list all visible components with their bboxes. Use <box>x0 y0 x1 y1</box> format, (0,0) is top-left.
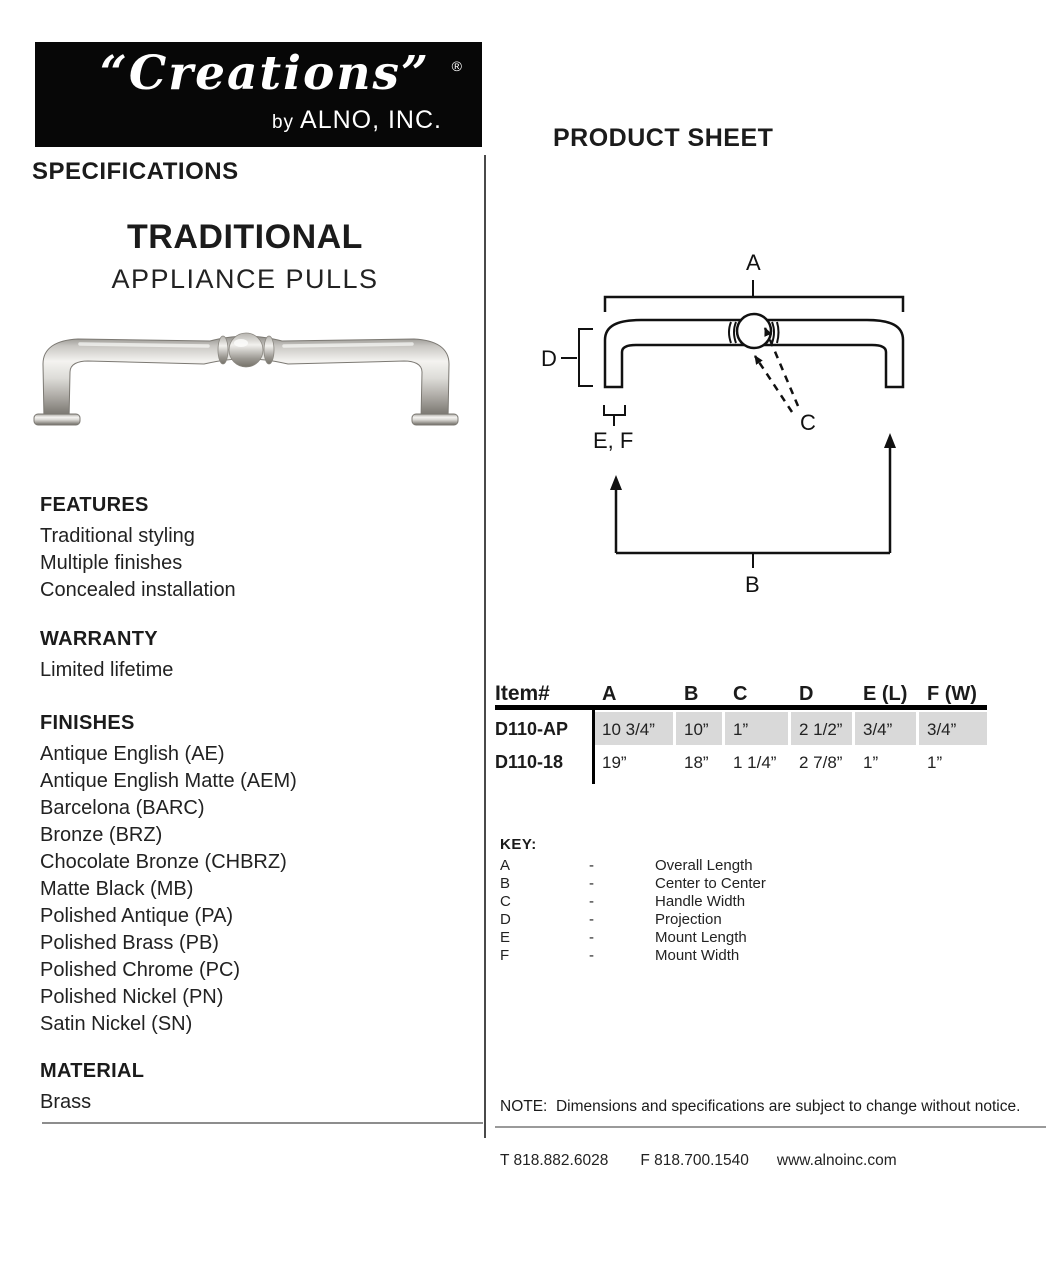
dimension-label-a: A <box>746 250 761 275</box>
footer-website: www.alnoinc.com <box>776 1152 897 1169</box>
value-cell: 1 1/4” <box>733 753 777 772</box>
table-header-b: B <box>684 683 699 705</box>
table-row <box>495 745 987 779</box>
key-row <box>500 929 830 947</box>
logo-byline <box>272 106 442 135</box>
brand-logo <box>35 42 482 147</box>
left-foot-shape <box>34 414 80 425</box>
finish-item: Polished Antique (PA) <box>40 905 234 927</box>
left-bottom-divider <box>42 1122 483 1124</box>
table-row <box>495 712 987 745</box>
key-row <box>500 947 830 965</box>
logo-script-word: “Creations” <box>99 46 430 101</box>
registered-trademark-symbol: ® <box>451 58 462 74</box>
product-title: TRADITIONAL <box>127 218 363 256</box>
logo-byline-by: by <box>271 112 295 133</box>
finish-item: Antique English (AE) <box>40 743 225 765</box>
key-row <box>500 857 830 875</box>
product-photo-image <box>30 328 462 436</box>
value-cell: 2 7/8” <box>799 753 843 772</box>
center-ball-shape <box>229 333 263 367</box>
left-ring-shape <box>218 336 228 364</box>
key-row <box>500 911 830 929</box>
right-foot-shape <box>412 414 458 425</box>
key-row <box>500 893 830 911</box>
key-letter: B <box>500 875 511 892</box>
column-divider <box>484 155 486 1138</box>
key-section <box>500 836 830 965</box>
footer-fax: F 818.700.1540 <box>640 1152 749 1169</box>
key-dash: - <box>589 857 594 874</box>
key-dash: - <box>589 929 594 946</box>
key-dash: - <box>589 947 594 964</box>
finish-item: Barcelona (BARC) <box>40 797 205 819</box>
finish-item: Bronze (BRZ) <box>40 824 163 846</box>
table-header-a: A <box>602 683 617 705</box>
finish-item: Matte Black (MB) <box>40 878 194 900</box>
feature-item: Concealed installation <box>40 579 236 601</box>
key-letter: A <box>500 857 511 874</box>
key-dash: - <box>589 893 594 910</box>
key-description: Projection <box>655 911 722 928</box>
value-cell: 2 1/2” <box>791 712 855 745</box>
value-cell: 1” <box>725 712 791 745</box>
key-letter: E <box>500 929 511 946</box>
key-row <box>500 875 830 893</box>
key-description: Mount Width <box>655 947 740 964</box>
finishes-heading: FINISHES <box>40 712 135 734</box>
dimension-label-ef: E, F <box>593 428 634 453</box>
table-header-d: D <box>799 683 814 705</box>
value-cell: 18” <box>684 753 709 772</box>
value-cell: 10” <box>676 712 725 745</box>
table-header-item: Item# <box>495 682 550 705</box>
dimension-label-b: B <box>745 572 760 597</box>
finish-item: Polished Nickel (PN) <box>40 986 224 1008</box>
specifications-heading: SPECIFICATIONS <box>32 158 239 185</box>
dimensions-table <box>495 680 987 779</box>
product-title-block <box>28 218 462 295</box>
key-description: Handle Width <box>655 893 746 910</box>
finish-item: Polished Brass (PB) <box>40 932 219 954</box>
logo-script-text <box>100 46 430 101</box>
table-header-c: C <box>733 683 748 705</box>
footer-contact <box>500 1152 897 1170</box>
key-description: Mount Length <box>655 929 747 946</box>
product-subtitle: APPLIANCE PULLS <box>111 264 379 294</box>
item-number-cell: D110-18 <box>495 752 564 772</box>
value-cell: 10 3/4” <box>594 712 676 745</box>
warranty-item: Limited lifetime <box>40 659 174 681</box>
pull-body-shape <box>34 333 458 425</box>
product-sheet-heading: PRODUCT SHEET <box>553 124 774 152</box>
right-ring-shape <box>264 336 274 364</box>
table-header-f: F (W) <box>927 683 977 705</box>
key-description: Overall Length <box>655 857 753 874</box>
finish-item: Polished Chrome (PC) <box>40 959 241 981</box>
value-cell: 19” <box>602 753 627 772</box>
finish-item: Antique English Matte (AEM) <box>40 770 297 792</box>
finish-item: Chocolate Bronze (CHBRZ) <box>40 851 287 873</box>
logo-byline-company: ALNO, INC. <box>300 106 442 134</box>
value-cell: 1” <box>927 753 943 772</box>
key-dash: - <box>589 875 594 892</box>
key-description: Center to Center <box>655 875 766 892</box>
dimension-label-d: D <box>541 346 557 371</box>
key-heading: KEY: <box>500 836 537 853</box>
finish-item: Satin Nickel (SN) <box>40 1013 193 1035</box>
features-heading: FEATURES <box>40 494 149 516</box>
key-dash: - <box>589 911 594 928</box>
material-heading: MATERIAL <box>40 1060 145 1082</box>
table-header-e: E (L) <box>863 683 908 705</box>
value-cell: 3/4” <box>919 712 987 745</box>
warranty-heading: WARRANTY <box>40 628 158 650</box>
key-letter: F <box>500 947 510 964</box>
dimension-diagram <box>495 238 970 610</box>
right-bottom-divider <box>495 1126 1046 1128</box>
feature-item: Traditional styling <box>40 525 195 547</box>
value-cell: 3/4” <box>855 712 919 745</box>
material-item: Brass <box>40 1091 92 1113</box>
key-letter: C <box>500 893 511 910</box>
footer-phone: T 818.882.6028 <box>500 1152 609 1169</box>
table-header-row <box>495 680 987 710</box>
feature-item: Multiple finishes <box>40 552 183 574</box>
value-cell: 1” <box>863 753 879 772</box>
item-number-cell: D110-AP <box>495 719 569 739</box>
key-letter: D <box>500 911 511 928</box>
left-detail-sections <box>40 494 472 1116</box>
note-text: NOTE: Dimensions and specifications are subject to change without notice. <box>500 1098 1021 1115</box>
table-vertical-rule <box>592 710 595 784</box>
dimension-label-c: C <box>800 410 816 435</box>
